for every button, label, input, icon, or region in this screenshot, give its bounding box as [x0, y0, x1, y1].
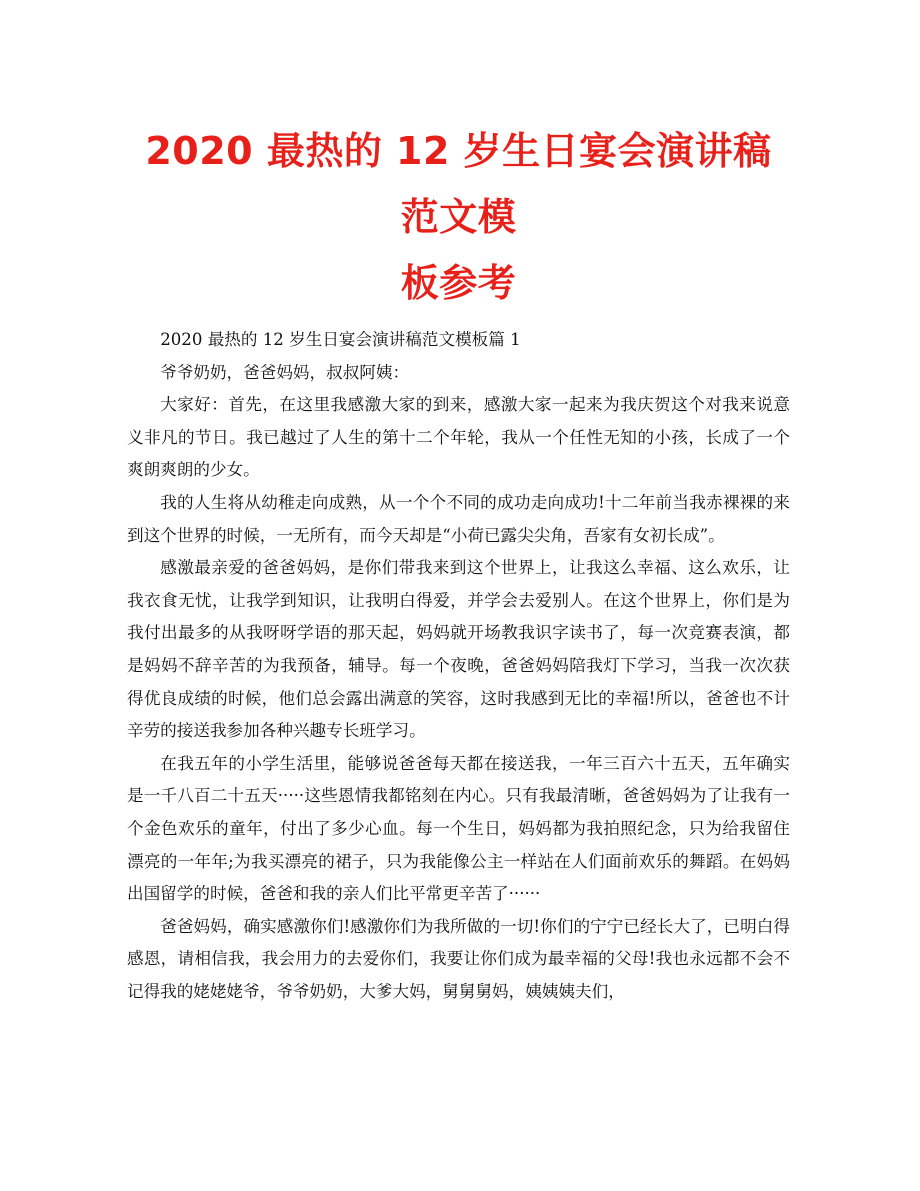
document-title [127, 118, 790, 316]
body-paragraph: 大家好：首先，在这里我感激大家的到来，感激大家一起来为我庆贺这个对我来说意义非凡的节日。我已越过了人生的第十二个年轮，我从一个任性无知的小孩，长成了一个爽朗爽朗的少女。 [127, 395, 790, 480]
document-body [127, 324, 790, 1008]
body-paragraph: 在我五年的小学生活里，能够说爸爸每天都在接送我，一年三百六十五天，五年确实是一千八百二十五天·····这些恩情我都铭刻在内心。只有我最清晰，爸爸妈妈为了让我有一个金色欢乐的童年，付出了多少心血。每一个生日，妈妈都为我拍照纪念，只为给我留住漂亮的一年年;为我买漂亮的裙子，只为我能像公主一样站在人们面前欢乐的舞蹈。在妈妈出国留学的时候，爸爸和我的亲人们比平常更辛苦了······ [127, 753, 790, 904]
title-line-1: 2020 最热的 12 岁生日宴会演讲稿范文模 [145, 129, 772, 239]
body-paragraph: 爸爸妈妈，确实感激你们!感激你们为我所做的一切!你们的宁宁已经长大了，已明白得感恩，请相信我，我会用力的去爱你们，我要让你们成为最幸福的父母!我也永远都不会不记得我的姥姥姥爷，爷爷奶奶，大爹大妈，舅舅舅妈，姨姨姨夫们， [127, 916, 790, 1001]
title-line-2: 板参考 [400, 261, 517, 305]
subtitle-paragraph: 2020 最热的 12 岁生日宴会演讲稿范文模板篇 1 [160, 330, 521, 349]
body-paragraph: 我的人生将从幼稚走向成熟，从一个个不同的成功走向成功!十二年前当我赤裸裸的来到这个世界的时候，一无所有，而今天却是“小荷已露尖尖角，吾家有女初长成”。 [127, 492, 790, 545]
body-paragraph: 感激最亲爱的爸爸妈妈，是你们带我来到这个世界上，让我这么幸福、这么欢乐，让我衣食无忧，让我学到知识，让我明白得爱，并学会去爱别人。在这个世界上，你们是为我付出最多的从我呀呀学语的那天起，妈妈就开场教我识字读书了，每一次竞赛表演，都是妈妈不辞辛苦的为我预备，辅导。每一个夜晚，爸爸妈妈陪我灯下学习，当我一次次获得优良成绩的时候，他们总会露出满意的笑容，这时我感到无比的幸福!所以，爸爸也不计辛劳的接送我参加各种兴趣专长班学习。 [127, 558, 790, 741]
greeting-paragraph: 爷爷奶奶，爸爸妈妈，叔叔阿姨： [160, 362, 410, 382]
